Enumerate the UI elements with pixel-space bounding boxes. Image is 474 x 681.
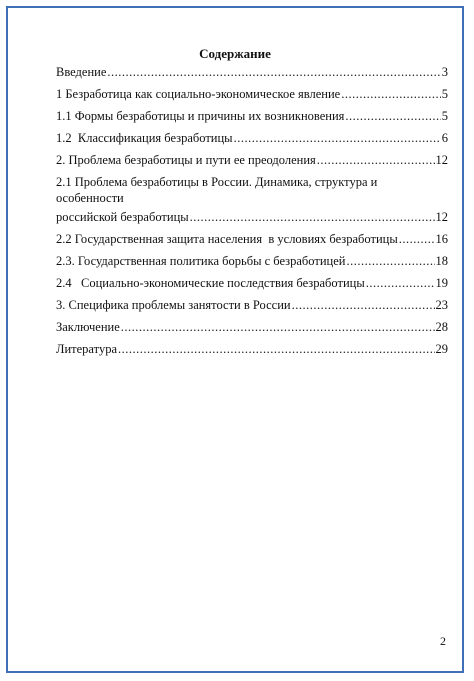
toc-entry-label: 1.1 Формы безработицы и причины их возникновения — [56, 109, 345, 123]
toc-entry-page: 28 — [435, 320, 448, 334]
toc-entry-label: 3. Специфика проблемы занятости в России — [56, 298, 291, 312]
toc-leader-dots — [366, 275, 435, 291]
toc-entry-2-3[interactable] — [56, 253, 448, 269]
toc-entry-label: 2.2 Государственная защита населения в условиях безработицы — [56, 232, 398, 246]
toc-entry-page: 3 — [441, 65, 448, 79]
table-of-contents — [56, 64, 448, 363]
toc-entry-literature[interactable] — [56, 341, 448, 357]
toc-leader-dots — [234, 130, 441, 146]
toc-entry-conclusion[interactable] — [56, 319, 448, 335]
toc-leader-dots — [292, 297, 435, 313]
toc-entry-page: 23 — [435, 298, 448, 312]
toc-leader-dots — [399, 231, 435, 247]
toc-entry-page: 29 — [435, 342, 448, 356]
toc-leader-dots — [317, 152, 435, 168]
toc-entry-1[interactable] — [56, 86, 448, 102]
toc-entry-label: 1.2 Классификация безработицы — [56, 131, 233, 145]
toc-entry-2[interactable] — [56, 152, 448, 168]
toc-entry-page: 6 — [441, 131, 448, 145]
toc-entry-2-1[interactable] — [56, 174, 448, 225]
toc-leader-dots — [121, 319, 435, 335]
toc-entry-label: Заключение — [56, 320, 120, 334]
toc-entry-page: 5 — [441, 87, 448, 101]
toc-leader-dots — [190, 209, 435, 225]
toc-entry-label: 2.4 Социально-экономические последствия безработицы — [56, 276, 365, 290]
toc-leader-dots — [107, 64, 440, 80]
toc-entry-page: 19 — [435, 276, 448, 290]
toc-entry-page: 5 — [441, 109, 448, 123]
page-number: 2 — [440, 634, 446, 648]
document-page — [6, 6, 464, 673]
toc-entry-label: 2.3. Государственная политика борьбы с безработицей — [56, 254, 346, 268]
toc-leader-dots — [346, 253, 434, 269]
toc-entry-label: Литература — [56, 342, 117, 356]
toc-entry-label-line2: российской безработицы — [56, 210, 189, 224]
toc-leader-dots — [345, 108, 440, 124]
toc-entry-label: Введение — [56, 65, 107, 79]
toc-entry-page: 16 — [435, 232, 448, 246]
toc-entry-1-2[interactable] — [56, 130, 448, 146]
toc-title: Содержание — [199, 46, 271, 61]
toc-entry-page: 12 — [435, 210, 448, 224]
toc-entry-3[interactable] — [56, 297, 448, 313]
toc-entry-label-line1: 2.1 Проблема безработицы в России. Динамика, структура и особенности — [56, 175, 378, 205]
toc-entry-1-1[interactable] — [56, 108, 448, 124]
toc-entry-2-4[interactable] — [56, 275, 448, 291]
toc-leader-dots — [118, 341, 435, 357]
toc-entry-page: 18 — [435, 254, 448, 268]
toc-entry-label: 1 Безработица как социально-экономическое явление — [56, 87, 341, 101]
toc-entry-introduction[interactable] — [56, 64, 448, 80]
toc-entry-page: 12 — [435, 153, 448, 167]
toc-leader-dots — [341, 86, 441, 102]
toc-entry-2-2[interactable] — [56, 231, 448, 247]
toc-entry-label: 2. Проблема безработицы и пути ее преодоления — [56, 153, 316, 167]
